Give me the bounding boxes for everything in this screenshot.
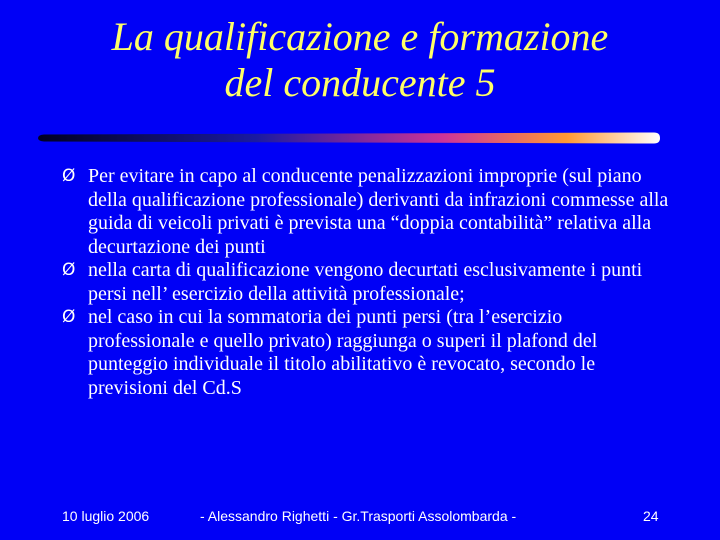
bullet-text: nel caso in cui la sommatoria dei punti persi (tra l’esercizio professionale e quello privato) raggiunga o superi il plafond del punteggio individuale il titolo abilitativo è revocato, secondo le previsioni del Cd.S [88, 306, 598, 399]
bullet-item [62, 165, 672, 259]
bullet-list [62, 165, 672, 400]
bullet-text: Per evitare in capo al conducente penalizzazioni improprie (sul piano della qualificazione professionale) derivanti da infrazioni commesse alla guida di veicoli privati è prevista una “doppia contabilità” relativa alla decurtazione dei punti [88, 165, 669, 258]
slide-title [40, 14, 680, 106]
title-line-1: La qualificazione e formazione [111, 14, 609, 59]
title-divider [34, 132, 660, 144]
footer-author: - Alessandro Righetti - Gr.Trasporti Assolombarda - [200, 508, 517, 524]
bullet-arrow-icon: Ø [62, 307, 76, 327]
title-line-2: del conducente 5 [224, 60, 496, 105]
bullet-arrow-icon: Ø [62, 260, 76, 280]
bullet-item [62, 306, 672, 400]
bullet-item [62, 259, 672, 306]
footer-date: 10 luglio 2006 [62, 508, 150, 524]
bullet-arrow-icon: Ø [62, 166, 76, 186]
footer-page-number: 24 [643, 508, 659, 524]
bullet-text: nella carta di qualificazione vengono decurtati esclusivamente i punti persi nell’ esercizio della attività professionale; [88, 259, 643, 305]
